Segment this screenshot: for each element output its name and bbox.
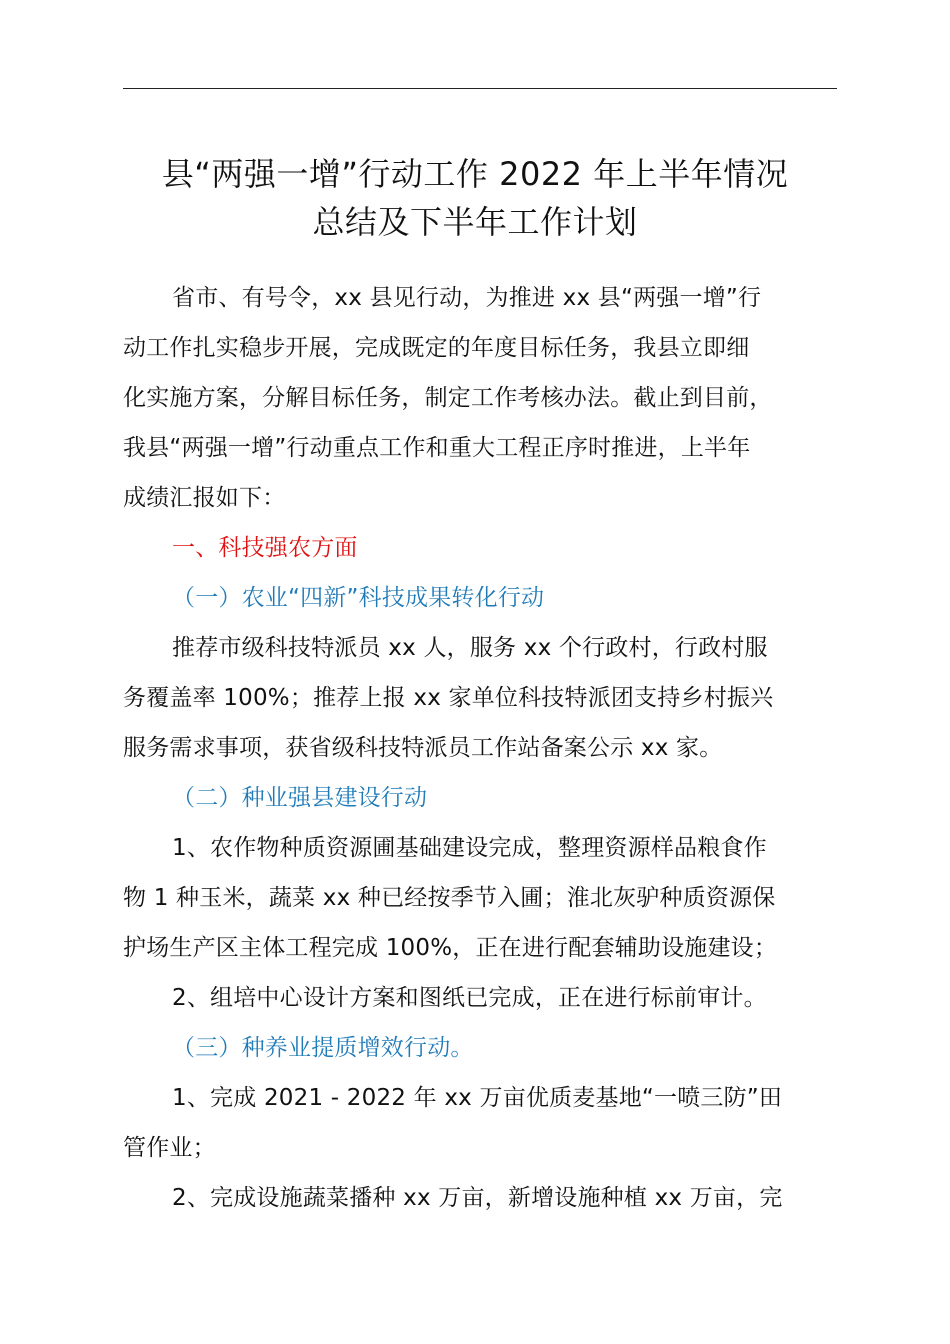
- body-line: 2、组培中心设计方案和图纸已完成，正在进行标前审计。: [172, 985, 767, 1011]
- subsection-heading: （一）农业“四新”科技成果转化行动: [172, 585, 545, 611]
- body-line: 2、完成设施蔬菜播种 xx 万亩，新增设施种植 xx 万亩，完: [172, 1185, 783, 1211]
- subsection-heading: （二）种业强县建设行动: [172, 785, 428, 811]
- body-line: 务覆盖率 100%；推荐上报 xx 家单位科技特派团支持乡村振兴: [123, 685, 774, 711]
- intro-line: 省市、有号令，xx 县见行动，为推进 xx 县“两强一增”行: [172, 285, 762, 311]
- intro-line: 化实施方案，分解目标任务，制定工作考核办法。截止到目前，: [123, 385, 773, 411]
- body-line: 物 1 种玉米，蔬菜 xx 种已经按季节入圃；淮北灰驴种质资源保: [123, 885, 776, 911]
- intro-line: 动工作扎实稳步开展，完成既定的年度目标任务，我县立即细: [123, 335, 750, 361]
- body-line: 服务需求事项，获省级科技特派员工作站备案公示 xx 家。: [123, 735, 723, 761]
- body-line: 1、农作物种质资源圃基础建设完成，整理资源样品粮食作: [172, 835, 767, 861]
- section-heading: 一、科技强农方面: [172, 535, 358, 561]
- intro-line: 我县“两强一增”行动重点工作和重大工程正序时推进，上半年: [123, 435, 751, 461]
- document-title-line-2: 总结及下半年工作计划: [312, 203, 638, 241]
- body-line: 管作业；: [123, 1135, 216, 1161]
- document-title-line-1: 县“两强一增”行动工作 2022 年上半年情况: [161, 155, 789, 193]
- intro-line: 成绩汇报如下：: [123, 485, 286, 511]
- header-rule: [123, 88, 837, 89]
- body-line: 护场生产区主体工程完成 100%，正在进行配套辅助设施建设；: [123, 935, 778, 961]
- body-line: 推荐市级科技特派员 xx 人，服务 xx 个行政村，行政村服: [172, 635, 768, 661]
- body-line: 1、完成 2021 - 2022 年 xx 万亩优质麦基地“一喷三防”田: [172, 1085, 783, 1111]
- subsection-heading: （三）种养业提质增效行动。: [172, 1035, 474, 1061]
